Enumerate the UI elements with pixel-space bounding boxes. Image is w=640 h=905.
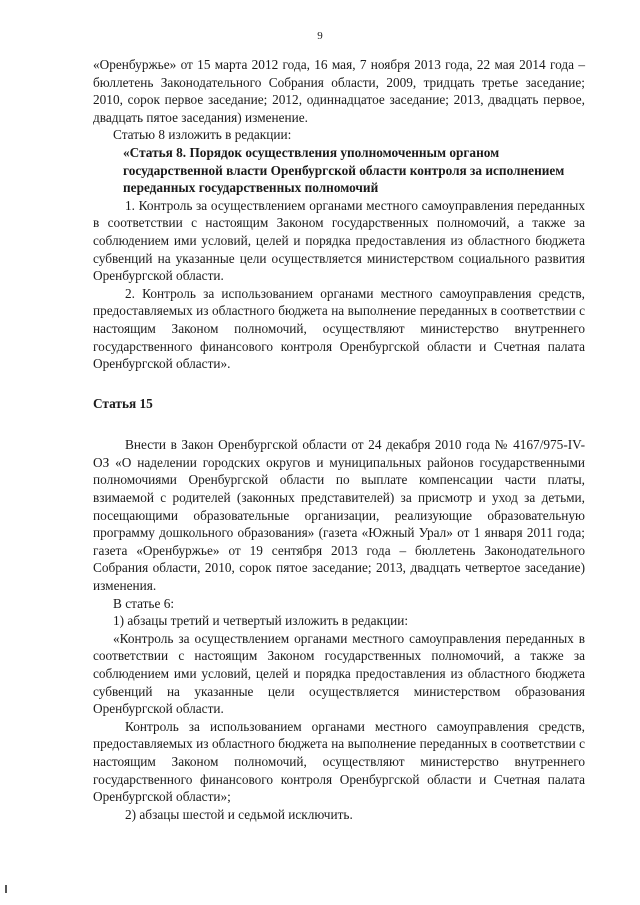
paragraph: «Контроль за осуществлением органами местного самоуправления переданных в соответствии с настоящим Законом государственных полномочий, а также за соблюдением ими условий, целей и порядка предоставления из областного бюджета субвенций на указанные цели осуществляется министерством образования Оренбургской области. <box>93 630 585 717</box>
article-8-prefix: «Статья 8. <box>123 144 187 160</box>
paragraph: Контроль за использованием органами местного самоуправления средств, предоставляемых из областного бюджета на выполнение переданных в соответствии с настоящим Законом полномочий, осуществляют министерство внутреннего государственного финансового контроля Оренбургской области и Счетная палата Оренбургской области»; <box>93 718 585 805</box>
paragraph: 1) абзацы третий и четвертый изложить в редакции: <box>113 613 409 629</box>
paragraph: 2) абзацы шестой и седьмой исключить. <box>125 806 353 822</box>
paragraph: Статью 8 изложить в редакции: <box>113 127 292 143</box>
article-8-heading <box>93 144 585 197</box>
paragraph: Внести в Закон Оренбургской области от 24 декабря 2010 года № 4167/975-IV-ОЗ «О наделении городских округов и муниципальных районов государственными полномочиями Оренбургской области по выплате компенсации части платы, взимаемой с родителей (законных представителей) за присмотр и уход за детьми, посещающими образовательные организации, реализующие образовательную программу дошкольного образования» (газета «Южный Урал» от 1 января 2011 года; газета «Оренбуржье» от 19 сентября 2013 года – бюллетень Законодательного Собрания области, 2010, сорок пятое заседание; 2013, двадцать четвертое заседание) изменения. <box>93 437 585 594</box>
paragraph: 2. Контроль за использованием органами местного самоуправления средств, предоставляемых из областного бюджета на выполнение переданных в соответствии с настоящим Законом полномочий, осуществляют министерство внутреннего государственного финансового контроля Оренбургской области и Счетная палата Оренбургской области». <box>93 285 585 372</box>
scan-artifact <box>5 885 7 893</box>
document-body <box>93 56 585 823</box>
paragraph: В статье 6: <box>113 595 175 611</box>
page-number: 9 <box>317 30 323 42</box>
article-8-title: Порядок осуществления уполномоченным органом государственной власти Оренбургской области контроля за исполнением переданных государственных полномочий <box>123 144 565 196</box>
paragraph: «Оренбуржье» от 15 марта 2012 года, 16 мая, 7 ноября 2013 года, 22 мая 2014 года – бюллетень Законодательного Собрания области, 2009, тридцать третье заседание; 2010, сорок первое заседание; 2012, одиннадцатое заседание; 2013, двадцать первое, двадцать пятое заседания) изменение. <box>93 57 585 125</box>
paragraph: 1. Контроль за осуществлением органами местного самоуправления переданных в соответствии с настоящим Законом государственных полномочий, а также за соблюдением ими условий, целей и порядка предоставления из областного бюджета субвенций на указанные цели осуществляется министерством социального развития Оренбургской области. <box>93 197 585 284</box>
article-15-title: Статья 15 <box>93 395 153 411</box>
